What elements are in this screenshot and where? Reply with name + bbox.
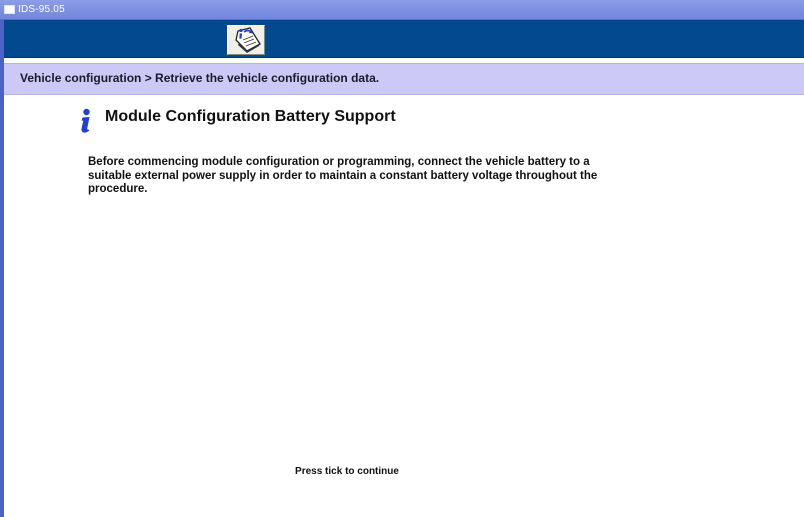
breadcrumb — [4, 63, 804, 95]
breadcrumb-text: Vehicle configuration > Retrieve the vehicle configuration data. — [20, 71, 380, 85]
toolbar — [4, 20, 804, 58]
page-title: Module Configuration Battery Support — [105, 108, 396, 125]
instruction-text: Before commencing module configuration or programming, connect the vehicle battery to a suitable external power supply in order to maintain a constant battery voltage throughout the procedure. — [88, 156, 598, 195]
window-icon — [4, 5, 15, 14]
information-page-icon — [231, 27, 263, 53]
window-title: IDS-95.05 — [18, 4, 65, 15]
info-page-button[interactable] — [227, 25, 265, 55]
title-bar[interactable] — [0, 0, 804, 20]
continue-prompt: Press tick to continue — [295, 466, 399, 477]
main-content — [4, 95, 804, 517]
info-icon — [77, 108, 93, 134]
